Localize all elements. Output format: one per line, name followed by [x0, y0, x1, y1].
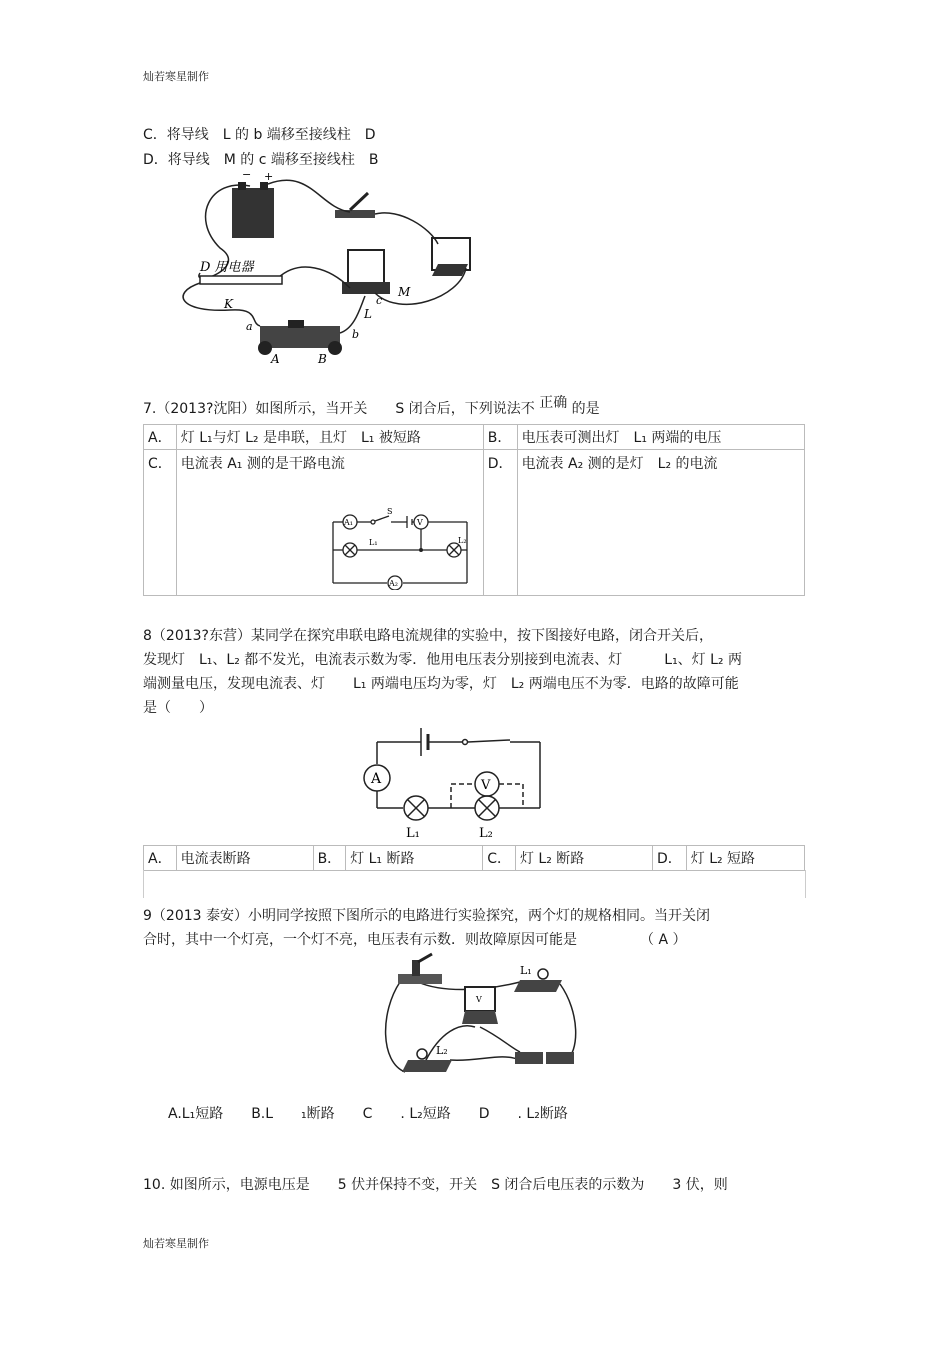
q8-ammeter-label: A	[371, 771, 382, 787]
q7-option-b-text: 电压表可测出灯 L₁ 两端的电压	[517, 425, 804, 450]
a-cap-label: A	[271, 352, 280, 366]
q9-stem-line-2: 合时，其中一个灯亮，一个灯不亮，电压表有示数．则故障原因可能是 （ A ）	[143, 932, 687, 948]
q8-option-d-text: 灯 L₂ 短路	[686, 846, 804, 871]
q8-stem-line-3: 端测量电压，发现电流表、灯 L₁ 两端电压均为零，灯 L₂ 两端电压不为零．电路的故障可能	[143, 676, 739, 692]
b-small-label: b	[352, 328, 360, 341]
l-label: L	[364, 307, 372, 321]
q9-options: A.L₁短路 B.L ₁断路 C . L₂短路 D . L₂断路	[168, 1106, 568, 1122]
q9-l1-label: L₁	[520, 964, 532, 977]
q7-l1-label: L₁	[369, 538, 378, 547]
q8-option-b-label: B．	[313, 846, 346, 871]
q8-stem-line-2: 发现灯 L₁、L₂ 都不发光，电流表示数为零．他用电压表分别接到电流表、灯 L₁、灯 L₂ 两	[143, 652, 742, 668]
q7-stem	[143, 395, 600, 418]
q7-stem-post: 的是	[571, 401, 600, 417]
a-small-label: a	[246, 320, 253, 333]
q6-circuit-figure	[170, 168, 500, 368]
k-label: K	[224, 297, 233, 311]
q8-table-edge-right	[805, 870, 806, 898]
page-footer: 灿若寒星制作	[143, 1237, 209, 1250]
q9-battery-1-icon	[515, 1052, 543, 1064]
q8-voltmeter-label: V	[481, 778, 491, 793]
b-cap-label: B	[318, 352, 327, 366]
battery-plus-label: +	[264, 170, 274, 183]
q7-stem-emph: 正确	[539, 395, 568, 411]
device-label: D 用电器	[200, 260, 254, 275]
q9-v-label: V	[476, 995, 482, 1004]
q7-stem-pre: 7.（2013?沈阳）如图所示，当开关 S 闭合后，下列说法不	[143, 401, 535, 417]
q8-option-b-text: 灯 L₁ 断路	[346, 846, 483, 871]
q7-a2-label: A₂	[389, 579, 398, 588]
q8-option-c-label: C．	[483, 846, 516, 871]
ammeter-icon	[348, 250, 384, 284]
q10-stem: 10. 如图所示，电源电压是 5 伏并保持不变，开关 S 闭合后电压表的示数为 3 伏，则	[143, 1177, 728, 1193]
q7-option-a-label: A．	[144, 425, 177, 450]
q9-stem-line-1: 9（2013 泰安）小明同学按照下图所示的电路进行实验探究，两个灯的规格相同。当开关闭	[143, 908, 710, 924]
q8-stem-line-1: 8（2013?东营）某同学在探究串联电路电流规律的实验中，按下图接好电路，闭合开关后，	[143, 628, 713, 644]
q8-options-table	[143, 845, 805, 871]
q8-l1-label: L₁	[406, 826, 420, 840]
q9-lamp-l1-icon	[514, 980, 562, 992]
c-label: c	[376, 294, 383, 307]
q7-option-d-label: D．	[483, 450, 517, 596]
q7-option-c-text: 电流表 A₁ 测的是干路电流	[176, 450, 483, 596]
q8-circuit-figure	[355, 722, 550, 840]
q8-option-a-text: 电流表断路	[176, 846, 313, 871]
q9-circuit-figure	[380, 952, 585, 1080]
q8-stem-line-4: 是（ ）	[143, 700, 213, 716]
q7-circuit-figure	[325, 505, 475, 590]
q8-option-d-label: D．	[652, 846, 686, 871]
m-label: M	[398, 285, 411, 299]
q7-option-c-label: C．	[144, 450, 177, 596]
q8-l2-label: L₂	[479, 826, 493, 840]
switch-icon	[335, 210, 375, 218]
battery-minus-label: −	[242, 168, 252, 181]
q7-option-d-text: 电流表 A₂ 测的是灯 L₂ 的电流	[517, 450, 804, 596]
battery-icon	[232, 188, 274, 238]
page-header: 灿若寒星制作	[143, 70, 209, 83]
q7-v-label: V	[417, 518, 423, 527]
q7-l2-label: L₂	[458, 536, 467, 545]
q7-option-b-label: B．	[483, 425, 517, 450]
q8-option-c-text: 灯 L₂ 断路	[515, 846, 652, 871]
q9-l2-label: L₂	[436, 1044, 448, 1057]
rheostat-icon	[260, 326, 340, 348]
device-bar	[200, 276, 282, 284]
q8-table-edge-left	[143, 870, 144, 898]
q7-a1-label: A₁	[344, 518, 353, 527]
q7-option-a-text: 灯 L₁与灯 L₂ 是串联，且灯 L₁ 被短路	[176, 425, 483, 450]
q9-battery-2-icon	[546, 1052, 574, 1064]
q7-s-label: S	[387, 507, 393, 516]
q6-option-c: C．将导线 L 的 b 端移至接线柱 D	[143, 127, 376, 143]
q9-lamp-l2-icon	[402, 1060, 452, 1072]
q8-option-a-label: A．	[144, 846, 177, 871]
q6-option-d: D．将导线 M 的 c 端移至接线柱 B	[143, 152, 379, 168]
